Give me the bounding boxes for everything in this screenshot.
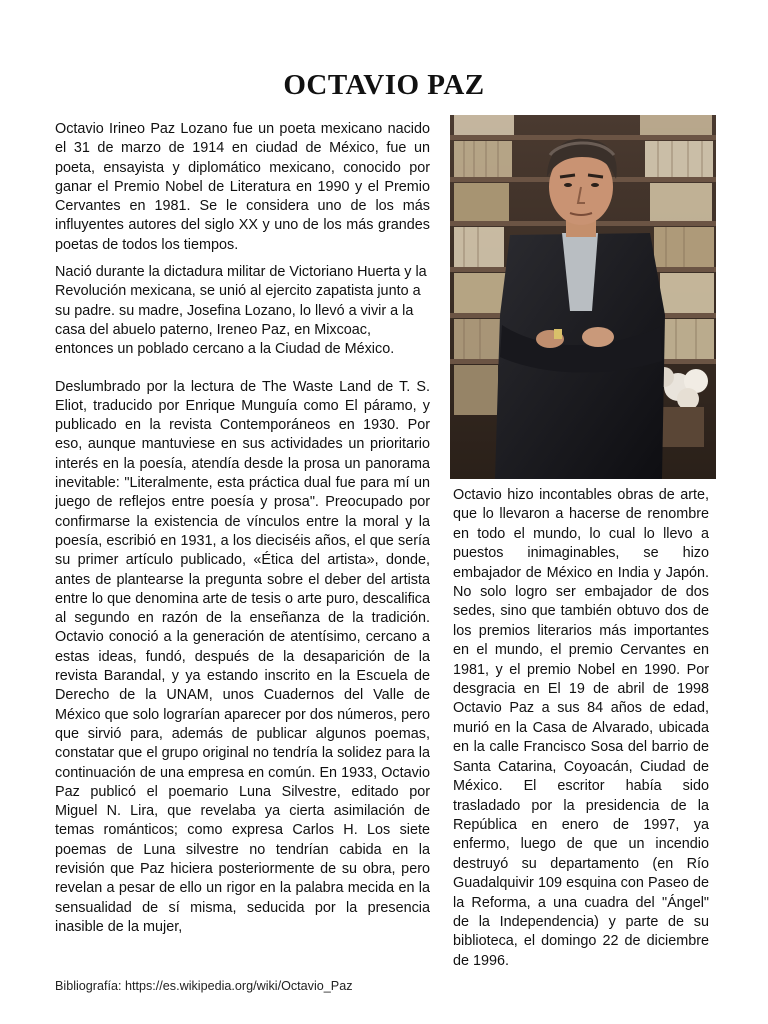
right-column xyxy=(453,486,709,971)
left-column xyxy=(55,120,430,962)
paragraph-legacy: Octavio hizo incontables obras de arte, que lo llevaron a hacerse de renombre en todo el mundo, lo cual lo llevo a puestos inimaginables, se hizo embajador de México en India y Japón. No solo logro ser embajador de dos sedes, sino que también obtuvo dos de los premios literarios más importantes en el mundo, el premio Cervantes en 1981, y el premio Nobel en 1990. Por desgracia en El 19 de abril de 1998 Octavio Paz a sus 84 años de edad, murió en la Casa de Alvarado, ubicada en la calle Francisco Sosa del barrio de Santa Catarina, Coyoacán, Ciudad de México. El escritor había sido trasladado por la presidencia de la República en enero de 1997, ya enfermo, luego de que un incendio destruyó su departamento (en Río Guadalquivir 109 esquina con Paseo de la Reforma, a una cuadra del "Ángel" de la Independencia) y parte de su biblioteca, el domingo 22 de diciembre de 1996. xyxy=(453,487,709,969)
paragraph-early-life: Nació durante la dictadura militar de Victoriano Huerta y la Revolución mexicana, se unió al ejercito zapatista junto a su padre. su madre, Josefina Lozano, lo llevó a vivir a la casa del abuelo paterno, Ireneo Paz, en Mixcoac, entonces un poblado cercano a la Ciudad de México. xyxy=(55,264,427,358)
bibliography: Bibliografía: https://es.wikipedia.org/wiki/Octavio_Paz xyxy=(55,979,353,993)
portrait-photo xyxy=(450,115,716,479)
paragraph-intro: Octavio Irineo Paz Lozano fue un poeta mexicano nacido el 31 de marzo de 1914 en ciudad de México, fue un poeta, ensayista y diplomático mexicano, conocido por ganar el Premio Nobel de Literatura en 1990 y el Premio Cervantes en 1981. Se le considera uno de los más influyentes autores del siglo XX y uno de los más grandes poetas de todos los tiempos. xyxy=(55,121,430,253)
paragraph-literary-career: Deslumbrado por la lectura de The Waste Land de T. S. Eliot, traducido por Enrique Munguía como El páramo, y publicado en la revista Contemporáneos en 1930. Por eso, aunque mantuviese en sus actividades un prioritario interés en la poesía, atendía desde la prosa un panorama inevitable: "Literalmente, esta práctica dual fue para mí un juego de reflejos entre poesía y prosa". Preocupado por confirmarse la existencia de vínculos entre la moral y la poesía, escribió en 1931, a los dieciséis años, el que sería su primer artículo publicado, «Ética del artista», donde, antes de plantearse la pregunta sobre el deber del artista entre lo que denomina arte de tesis o arte puro, descalifica al segundo en razón de la enseñanza de la tradición. Octavio conoció a la generación de atentísimo, cercano a estas ideas, fundó, después de la desaparición de la revista Barandal, y ya estando inscrito en la Escuela de Derecho de la UNAM, unos Cuadernos del Valle de México que solo lograrían aparecer por dos números, pero que sirvió para, además de publicar algunos poemas, constatar que el grupo original no tendría la solidez para la continuación de una empresa en común. En 1933, Octavio Paz publicó el poemario Luna Silvestre, editado por Miguel N. Lira, que revelaba ya cierta asimilación de temas románticos; como expresa Carlos H. Los siete poemas de Luna silvestre no tendrían cabida en la revisión que Paz hiciera posteriormente de su obra, pero revelan a pesar de ello un rigor en la palabra mecida en la sensualidad de sí misma, seducida por la presencia inasible de la mujer, xyxy=(55,378,430,935)
page-title: OCTAVIO PAZ xyxy=(283,69,485,102)
